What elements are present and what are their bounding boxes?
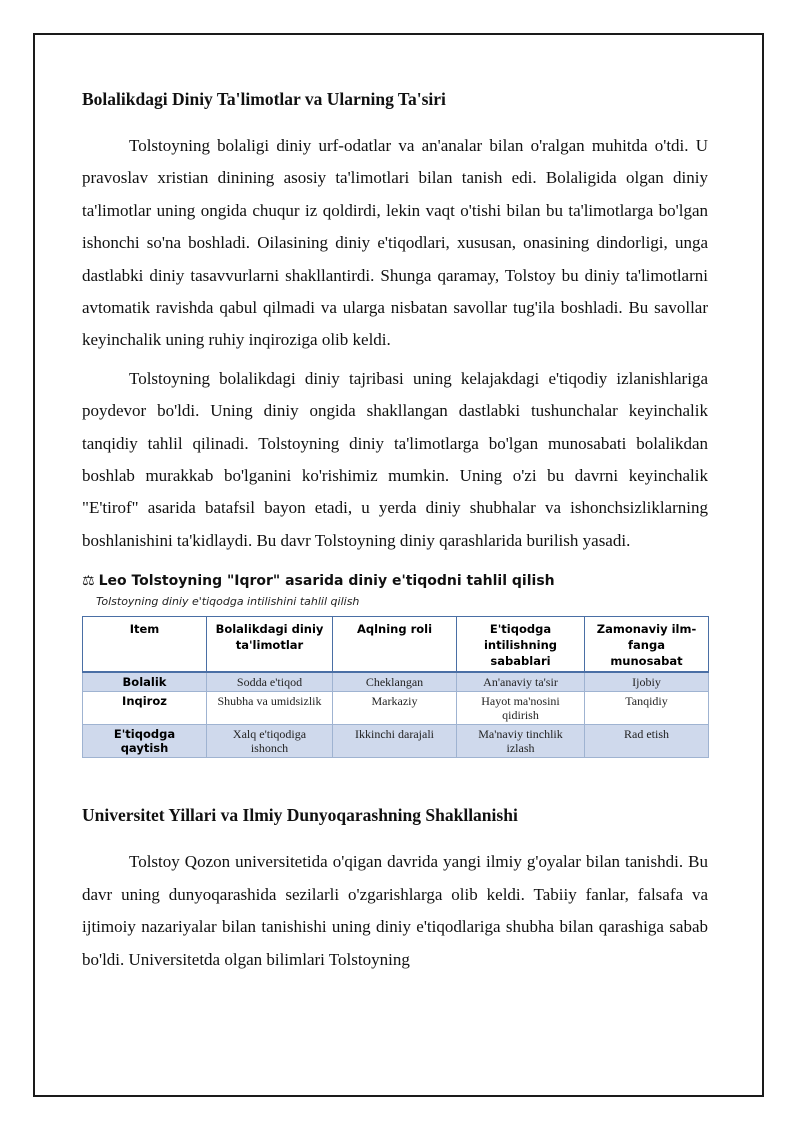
table-cell: Ijobiy <box>585 672 709 692</box>
table-cell: An'anaviy ta'sir <box>457 672 585 692</box>
table-row <box>83 725 709 758</box>
table-cell: Markaziy <box>333 692 457 725</box>
document-content <box>82 82 708 982</box>
section-heading-university: Universitet Yillari va Ilmiy Dunyoqarashning Shakllanishi <box>82 805 518 826</box>
header-cell: Item <box>83 617 207 673</box>
table-caption <box>82 571 708 591</box>
table-row <box>83 692 709 725</box>
table-header-row <box>83 617 709 673</box>
row-label: E'tiqodga qaytish <box>83 725 207 758</box>
paragraph-2: Tolstoyning bolalikdagi diniy tajribasi uning kelajakdagi e'tiqodiy izlanishlariga poydevor bo'ldi. Uning diniy ongida shakllangan dastlabki tushunchalar keyinchalik tanqidiy tahlil qilinadi. Tolstoyning diniy ta'limotlarga bo'lgan munosabati bolalikdan boshlab murakkab bo'lganini ko'rishimiz mumkin. Uning o'zi bu davrni keyinchalik "E'tirof" asarida batafsil bayon etadi, u yerda diniy shubhalar va ishonchsizliklarning boshlanishini ta'kidlaydi. Bu davr Tolstoyning diniy qarashlarida burilish yasadi. <box>82 368 708 550</box>
section-heading-childhood: Bolalikdagi Diniy Ta'limotlar va Ularning Ta'siri <box>82 89 446 109</box>
table-row <box>83 672 709 692</box>
header-cell: Aqlning roli <box>333 617 457 673</box>
header-cell: Zamonaviy ilm-fanga munosabat <box>585 617 709 673</box>
table-cell: Tanqidiy <box>585 692 709 725</box>
scales-icon: ⚖ <box>82 573 95 590</box>
table-cell: Sodda e'tiqod <box>207 672 333 692</box>
table-caption-text: Leo Tolstoyning "Iqror" asarida diniy e'tiqodni tahlil qilish <box>98 573 555 590</box>
table-cell: Shubha va umidsizlik <box>207 692 333 725</box>
header-cell: Bolalikdagi diniy ta'limotlar <box>207 617 333 673</box>
table-cell: Ikkinchi darajali <box>333 725 457 758</box>
paragraph-1: Tolstoyning bolaligi diniy urf-odatlar va an'analar bilan o'ralgan muhitda o'tdi. U pravoslav xristian dinining asosiy ta'limotlari bilan tanish edi. Bolaligida olgan diniy ta'limotlar uning ongida chuqur iz qoldirdi, lekin vaqt o'tishi bilan bu ta'limotlarga bo'lgan ishonchi so'na boshladi. Oilasining diniy e'tiqodlari, xususan, onasining dindorligi, unga dastlabki diniy tasavvurlarni shakllantirdi. Shunga qaramay, Tolstoy bu diniy ta'limotlarni avtomatik ravishda qabul qilmadi va ularga nisbatan savollar tug'ila boshladi. Bu savollar keyinchalik uning ruhiy inqiroziga olib keldi. <box>82 136 708 350</box>
table-cell: Hayot ma'nosini qidirish <box>457 692 585 725</box>
section-university <box>82 804 708 976</box>
table-cell: Xalq e'tiqodiga ishonch <box>207 725 333 758</box>
analysis-table <box>82 616 709 758</box>
header-cell: E'tiqodga intilishning sabablari <box>457 617 585 673</box>
row-label: Inqiroz <box>83 692 207 725</box>
row-label: Bolalik <box>83 672 207 692</box>
table-cell: Rad etish <box>585 725 709 758</box>
table-subcaption: Tolstoyning diniy e'tiqodga intilishini tahlil qilish <box>96 595 360 609</box>
table-cell: Ma'naviy tinchlik izlash <box>457 725 585 758</box>
table-cell: Cheklangan <box>333 672 457 692</box>
paragraph-3: Tolstoy Qozon universitetida o'qigan davrida yangi ilmiy g'oyalar bilan tanishdi. Bu davr uning dunyoqarashida sezilarli o'zgarishlarga olib keldi. Tabiiy fanlar, falsafa va ijtimoiy nazariyalar bilan tanishishi uning diniy e'tiqodlariga shubha bilan qarashiga sabab bo'ldi. Universitetda olgan bilimlari Tolstoyning <box>82 852 708 969</box>
